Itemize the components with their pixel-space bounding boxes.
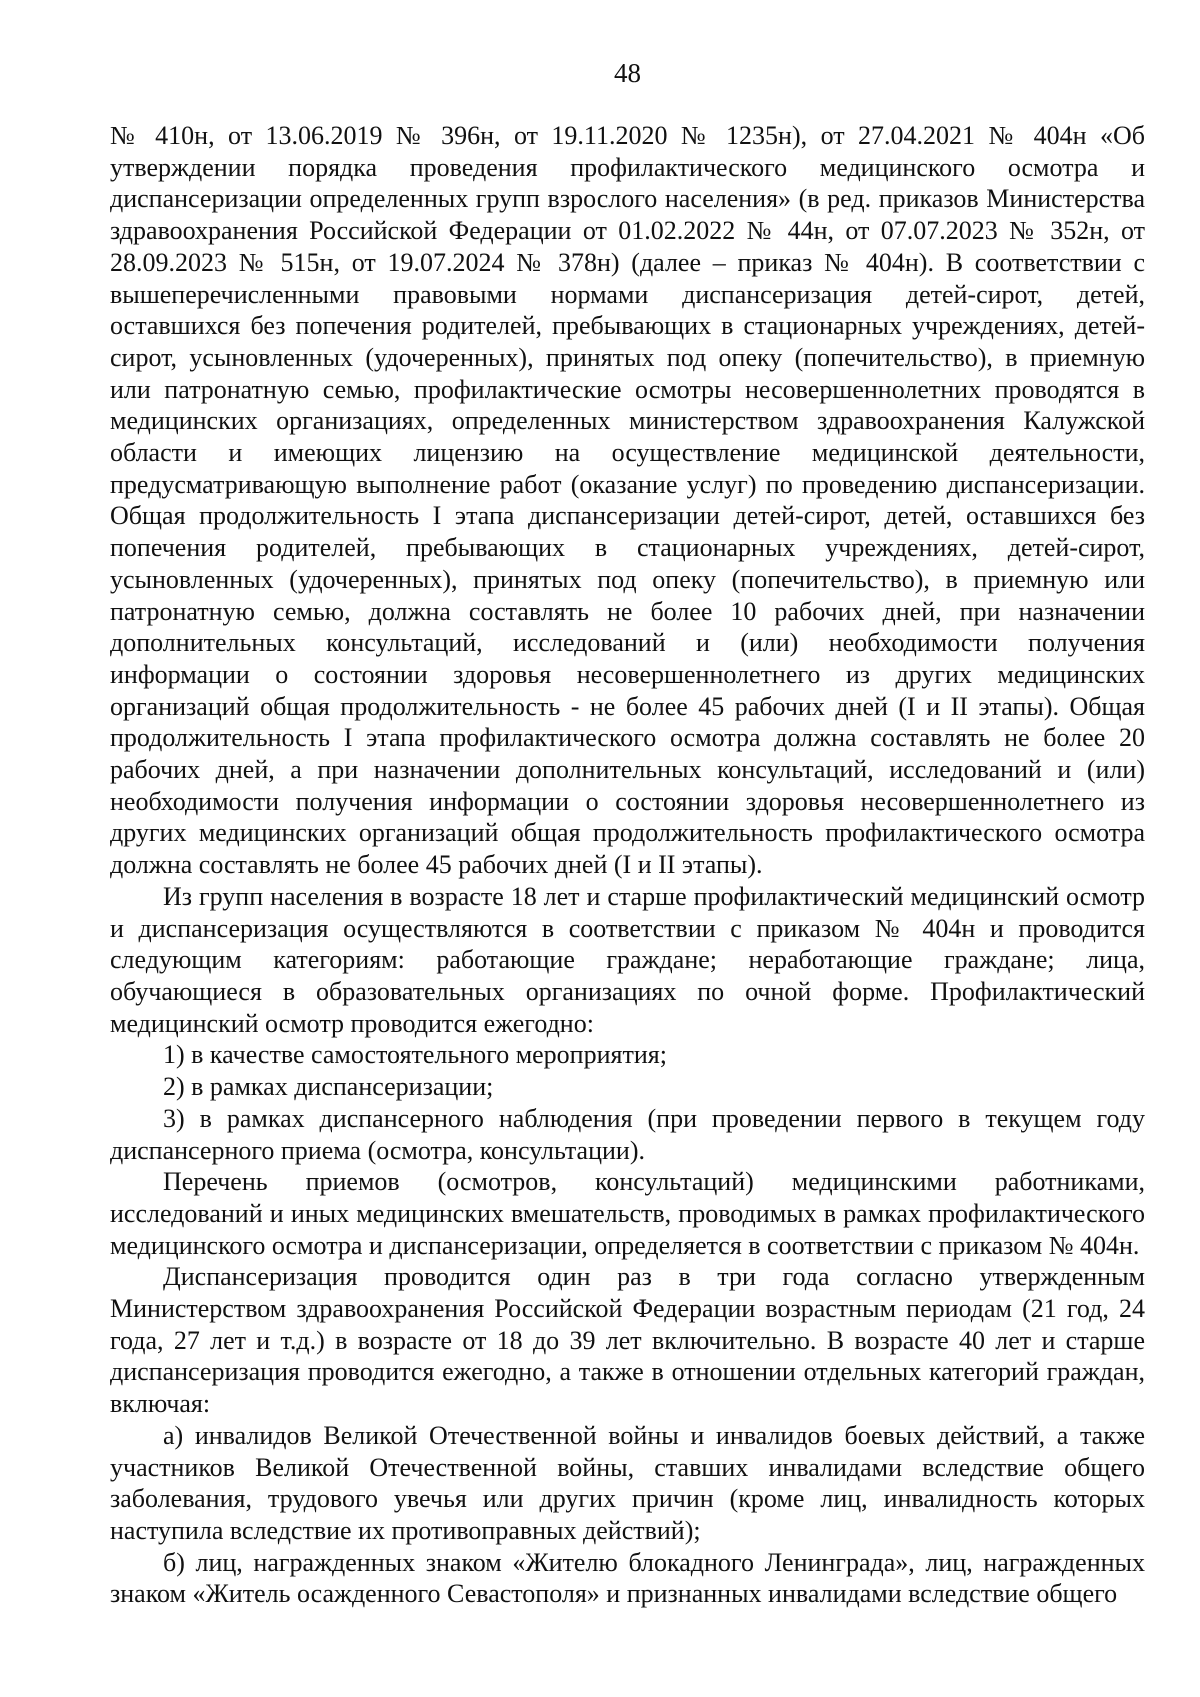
page-number: 48 [614, 58, 641, 88]
paragraph-periodicity: Диспансеризация проводится один раз в три года согласно утвержденным Министерством здравоохранения Российской Федерации возрастным периодам (21 год, 24 года, 27 лет и т.д.) в возрасте от 18 до 39 лет включительно. В возрасте 40 лет и старше диспансеризация проводится ежегодно, а также в отношении отдельных категорий граждан, включая: [110, 1262, 1145, 1419]
list-item-1: 1) в качестве самостоятельного мероприятия; [163, 1040, 667, 1070]
paragraph-exam-list: Перечень приемов (осмотров, консультаций) медицинскими работниками, исследований и иных медицинских вмешательств, проводимых в рамках профилактического медицинского осмотра и диспансеризации, определяется в соответствии с приказом № 404н. [110, 1167, 1145, 1260]
list-item-3: 3) в рамках диспансерного наблюдения (при проведении первого в текущем году диспансерного приема (осмотра, консультации). [110, 1103, 1145, 1165]
paragraph-continuation: № 410н, от 13.06.2019 № 396н, от 19.11.2020 № 1235н), от 27.04.2021 № 404н «Об утверждении порядка проведения профилактического медицинского осмотра и диспансеризации определенных групп взрослого населения» (в ред. приказов Министерства здравоохранения Российской Федерации от 01.02.2022 № 44н, от 07.07.2023 № 352н, от 28.09.2023 № 515н, от 19.07.2024 № 378н) (далее – приказ № 404н). В соответствии с вышеперечисленными правовыми нормами диспансеризация детей-сирот, детей, оставшихся без попечения родителей, пребывающих в стационарных учреждениях, детей-сирот, усыновленных (удочеренных), принятых под опеку (попечительство), в приемную или патронатную семью, профилактические осмотры несовершеннолетних проводятся в медицинских организациях, определенных министерством здравоохранения Калужской области и имеющих лицензию на осуществление медицинской деятельности, предусматривающую выполнение работ (оказание услуг) по проведению диспансеризации. Общая продолжительность I этапа диспансеризации детей-сирот, детей, оставшихся без попечения родителей, пребывающих в стационарных учреждениях, детей-сирот, усыновленных (удочеренных), принятых под опеку (попечительство), в приемную или патронатную семью, должна составлять не более 10 рабочих дней, при назначении дополнительных консультаций, исследований и (или) необходимости получения информации о состоянии здоровья несовершеннолетнего из других медицинских организаций общая продолжительность - не более 45 рабочих дней (I и II этапы). Общая продолжительность I этапа профилактического осмотра должна составлять не более 20 рабочих дней, а при назначении дополнительных консультаций, исследований и (или) необходимости получения информации о состоянии здоровья несовершеннолетнего из других медицинских организаций общая продолжительность профилактического осмотра должна составлять не более 45 рабочих дней (I и II этапы). [110, 121, 1145, 880]
document-body [110, 120, 1145, 1610]
list-item-b: б) лиц, награжденных знаком «Жителю блокадного Ленинграда», лиц, награжденных знаком «Житель осажденного Севастополя» и признанных инвалидами вследствие общего [110, 1547, 1145, 1609]
paragraph-adult-population: Из групп населения в возрасте 18 лет и старше профилактический медицинский осмотр и диспансеризация осуществляются в соответствии с приказом № 404н и проводится следующим категориям: работающие граждане; неработающие граждане; лица, обучающиеся в образовательных организациях по очной форме. Профилактический медицинский осмотр проводится ежегодно: [110, 881, 1145, 1038]
list-item-a: а) инвалидов Великой Отечественной войны и инвалидов боевых действий, а также участников Великой Отечественной войны, ставших инвалидами вследствие общего заболевания, трудового увечья или других причин (кроме лиц, инвалидность которых наступила вследствие их противоправных действий); [110, 1420, 1145, 1545]
list-item-2: 2) в рамках диспансеризации; [163, 1072, 494, 1102]
